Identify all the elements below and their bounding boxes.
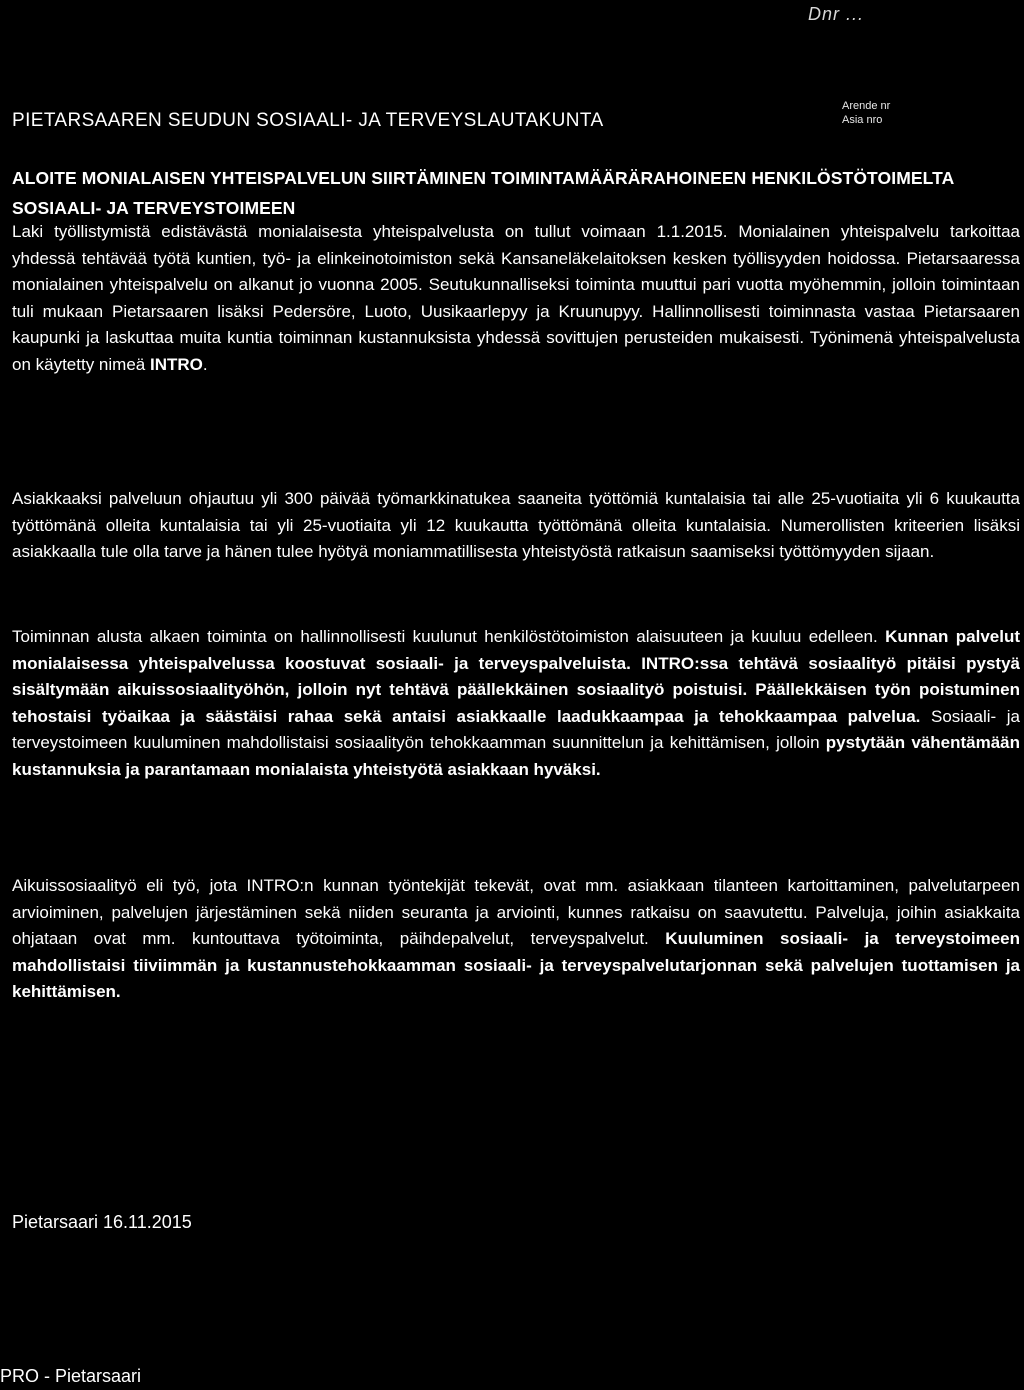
organization-heading: PIETARSAAREN SEUDUN SOSIAALI- JA TERVEYSLAUTAKUNTA	[12, 110, 604, 131]
paragraph-bold: INTRO	[149, 354, 203, 374]
document-title: ALOITE MONIALAISEN YHTEISPALVELUN SIIRTÄMINEN TOIMINTAMÄÄRÄRAHOINEEN HENKILÖSTÖTOIMELTA SOSIAALI- JA TERVEYSTOIMEEN	[12, 168, 954, 218]
reference-stamp	[842, 99, 890, 127]
paragraph-administration	[12, 624, 1020, 783]
paragraph-text: Laki työllistymistä edistävästä monialaisesta yhteispalvelusta on tullut voimaan 1.1.2015. Monialainen yhteispalvelu tarkoittaa yhdessä tehtävää työtä kuntien, työ- ja elinkeinotoimiston sekä Kansaneläkelaitoksen kesken työllisyyden hoidossa. Pietarsaaressa monialainen yhteispalvelu on alkanut jo vuonna 2005. Seutukunnalliseksi toiminta muuttui pari vuotta myöhemmin, jolloin toimintaan tuli mukaan Pietarsaaren lisäksi Pedersöre, Luoto, Uusikaarlepyy ja Kruunupyy. Hallinnollisesti toiminnasta vastaa Pietarsaaren kaupunki ja laskuttaa muita kuntia toiminnan kustannuksista yhdessä sovittujen perusteiden mukaisesti. Työnimenä yhteispalvelusta on käytetty nimeä	[12, 222, 1020, 374]
paragraph-law	[12, 219, 1020, 378]
paragraph-bold: Kunnan palvelut monialaisessa yhteispalvelussa koostuvat sosiaali- ja terveyspalveluista. INTRO:ssa tehtävä sosiaalityö pitäisi pystyä sisältymään aikuissosiaalityöhön, jolloin nyt tehtävä päällekkäinen sosiaalityö poistuisi. Päällekkäisen työn poistuminen tehostaisi työaikaa ja säästäisi rahaa sekä antaisi asiakkaalle laadukkaampaa ja tehokkaampaa palvelua.	[12, 627, 1020, 726]
paragraph-bold: pystytään vähentämään kustannuksia ja parantamaan monialaista yhteistyötä asiakkaan hyväksi.	[12, 733, 1020, 779]
footer-signature: PRO - Pietarsaari	[0, 1366, 142, 1386]
place-date: Pietarsaari 16.11.2015	[12, 1212, 192, 1232]
paragraph-bold: Kuuluminen sosiaali- ja terveystoimeen mahdollistaisi tiiviimmän ja kustannustehokkaamman sosiaali- ja terveyspalvelutarjonnan sekä palvelujen tuottamisen ja kehittämisen.	[12, 929, 1020, 1001]
stamp-line-asia: Asia nro	[842, 114, 883, 126]
paragraph-text: Toiminnan alusta alkaen toiminta on hallinnollisesti kuulunut henkilöstötoimiston alaisuuteen ja kuuluu edelleen.	[12, 627, 886, 646]
paragraph-text: .	[202, 354, 208, 374]
paragraph-clients: Asiakkaaksi palveluun ohjautuu yli 300 päivää työmarkkinatukea saaneita työttömiä kuntalaisia tai alle 25-vuotiaita yli 6 kuukautta työttömänä olleita kuntalaisia tai yli 25-vuotiaita yli 12 kuukautta työttömänä olleita kuntalaisia. Numerollisten kriteerien lisäksi asiakkaalla tule olla tarve ja hänen tulee hyötyä moniammatillisesta yhteistyöstä ratkaisun saamiseksi työttömyyden sijaan.	[12, 489, 1020, 561]
paragraph-social-work	[12, 873, 1020, 1006]
stamp-line-arende: Arende nr	[842, 100, 891, 112]
dnr-mark: Dnr ...	[807, 4, 864, 24]
paragraph-text: Aikuissosiaalityö eli työ, jota INTRO:n kunnan työntekijät tekevät, ovat mm. asiakkaan tilanteen kartoittaminen, palvelutarpeen arvioiminen, palvelujen järjestäminen sekä niiden seuranta ja arviointi, kunnes ratkaisu on saavutettu. Palveluja, joihin asiakkaita ohjataan ovat mm. kuntouttava työtoiminta, päihdepalvelut, terveyspalvelut.	[12, 876, 1020, 948]
paragraph-text: Sosiaali- ja terveystoimeen kuuluminen mahdollistaisi sosiaalityön tehokkaamman suunnittelun ja kehittämisen, jolloin	[12, 706, 1020, 752]
